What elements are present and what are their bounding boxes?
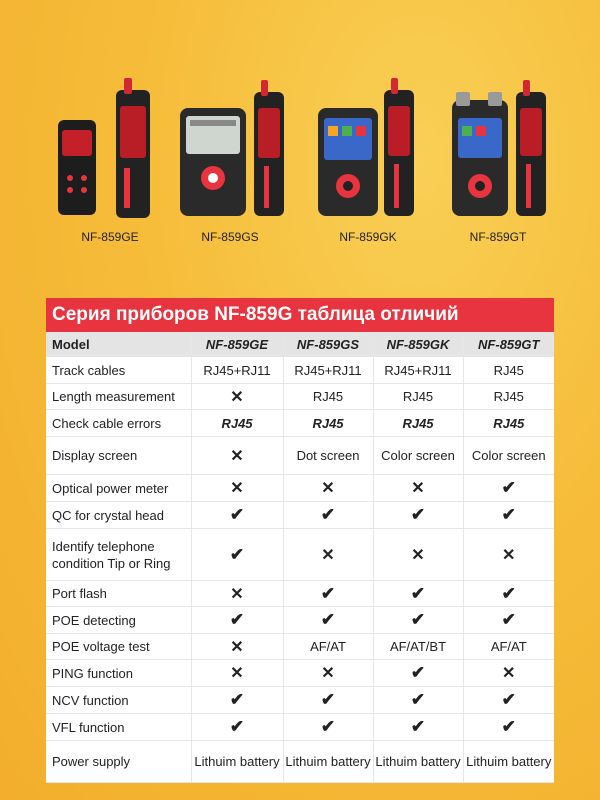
check-icon: ✔ bbox=[463, 607, 554, 634]
table-body bbox=[46, 357, 554, 783]
table-cell: RJ45 bbox=[463, 410, 554, 437]
check-icon: ✔ bbox=[283, 502, 373, 529]
cross-icon: ✕ bbox=[373, 529, 463, 581]
feature-label: QC for crystal head bbox=[46, 502, 191, 529]
table-row bbox=[46, 475, 554, 502]
product-nf-859gs bbox=[160, 78, 300, 243]
table-cell: RJ45+RJ11 bbox=[283, 357, 373, 384]
tester-kit-gt-image bbox=[428, 78, 568, 223]
tester-kit-gs-image bbox=[160, 78, 300, 223]
table-row bbox=[46, 357, 554, 384]
check-icon: ✔ bbox=[373, 502, 463, 529]
product-label: NF-859GS bbox=[201, 230, 259, 244]
check-icon: ✔ bbox=[463, 475, 554, 502]
cross-icon: ✕ bbox=[191, 581, 283, 607]
feature-label: PING function bbox=[46, 660, 191, 687]
feature-label: Port flash bbox=[46, 581, 191, 607]
cross-icon: ✕ bbox=[283, 529, 373, 581]
product-label: NF-859GT bbox=[469, 230, 527, 244]
table-cell: RJ45 bbox=[373, 410, 463, 437]
check-icon: ✔ bbox=[191, 529, 283, 581]
table-row bbox=[46, 529, 554, 581]
feature-label: VFL function bbox=[46, 714, 191, 741]
check-icon: ✔ bbox=[191, 607, 283, 634]
feature-label: Track cables bbox=[46, 357, 191, 384]
check-icon: ✔ bbox=[463, 714, 554, 741]
table-cell: RJ45 bbox=[283, 384, 373, 410]
product-gallery bbox=[0, 0, 600, 280]
table-row bbox=[46, 607, 554, 634]
table-cell: Lithuim battery bbox=[283, 741, 373, 783]
check-icon: ✔ bbox=[191, 714, 283, 741]
table-cell: AF/AT bbox=[463, 634, 554, 660]
check-icon: ✔ bbox=[463, 581, 554, 607]
cross-icon: ✕ bbox=[283, 475, 373, 502]
table-cell: Lithuim battery bbox=[463, 741, 554, 783]
cross-icon: ✕ bbox=[191, 475, 283, 502]
table-title: Серия приборов NF-859G таблица отличий bbox=[46, 298, 554, 332]
tester-kit-gk-image bbox=[298, 78, 438, 223]
table-cell: RJ45 bbox=[191, 410, 283, 437]
feature-label: POE detecting bbox=[46, 607, 191, 634]
table-row bbox=[46, 502, 554, 529]
check-icon: ✔ bbox=[373, 660, 463, 687]
check-icon: ✔ bbox=[463, 502, 554, 529]
header-cell-gk: NF-859GK bbox=[373, 332, 463, 357]
table-row bbox=[46, 741, 554, 783]
product-nf-859gk bbox=[298, 78, 438, 243]
table-cell: RJ45+RJ11 bbox=[191, 357, 283, 384]
table-cell: AF/AT/BT bbox=[373, 634, 463, 660]
check-icon: ✔ bbox=[283, 581, 373, 607]
header-cell-ge: NF-859GE bbox=[191, 332, 283, 357]
table-row bbox=[46, 437, 554, 475]
header-cell-gs: NF-859GS bbox=[283, 332, 373, 357]
product-nf-859ge bbox=[40, 78, 180, 243]
tester-kit-ge-image bbox=[40, 78, 180, 223]
table-cell: Lithuim battery bbox=[191, 741, 283, 783]
check-icon: ✔ bbox=[373, 714, 463, 741]
feature-label: Display screen bbox=[46, 437, 191, 475]
header-cell-gt: NF-859GT bbox=[463, 332, 554, 357]
cross-icon: ✕ bbox=[191, 660, 283, 687]
feature-label: Length measurement bbox=[46, 384, 191, 410]
table-row bbox=[46, 714, 554, 741]
table-row bbox=[46, 384, 554, 410]
table-cell: RJ45 bbox=[283, 410, 373, 437]
table-cell: RJ45 bbox=[463, 357, 554, 384]
table-cell: RJ45+RJ11 bbox=[373, 357, 463, 384]
feature-label: Power supply bbox=[46, 741, 191, 783]
feature-label: Check cable errors bbox=[46, 410, 191, 437]
table-cell: AF/AT bbox=[283, 634, 373, 660]
table-cell: RJ45 bbox=[463, 384, 554, 410]
check-icon: ✔ bbox=[191, 502, 283, 529]
table-row bbox=[46, 660, 554, 687]
feature-label: POE voltage test bbox=[46, 634, 191, 660]
check-icon: ✔ bbox=[373, 581, 463, 607]
feature-label: NCV function bbox=[46, 687, 191, 714]
table-row bbox=[46, 687, 554, 714]
feature-label: Optical power meter bbox=[46, 475, 191, 502]
table-header-row bbox=[46, 332, 554, 357]
table-cell: Color screen bbox=[373, 437, 463, 475]
cross-icon: ✕ bbox=[191, 437, 283, 475]
cross-icon: ✕ bbox=[463, 660, 554, 687]
header-cell-model: Model bbox=[46, 332, 191, 357]
cross-icon: ✕ bbox=[191, 384, 283, 410]
check-icon: ✔ bbox=[373, 687, 463, 714]
check-icon: ✔ bbox=[283, 607, 373, 634]
table-cell: RJ45 bbox=[373, 384, 463, 410]
cross-icon: ✕ bbox=[373, 475, 463, 502]
table-cell: Lithuim battery bbox=[373, 741, 463, 783]
check-icon: ✔ bbox=[373, 607, 463, 634]
check-icon: ✔ bbox=[283, 714, 373, 741]
feature-label: Identify telephone condition Tip or Ring bbox=[46, 529, 191, 581]
cross-icon: ✕ bbox=[463, 529, 554, 581]
table-row bbox=[46, 581, 554, 607]
check-icon: ✔ bbox=[191, 687, 283, 714]
product-label: NF-859GE bbox=[81, 230, 139, 244]
cross-icon: ✕ bbox=[283, 660, 373, 687]
product-nf-859gt bbox=[428, 78, 568, 243]
check-icon: ✔ bbox=[463, 687, 554, 714]
table-row bbox=[46, 410, 554, 437]
product-label: NF-859GK bbox=[339, 230, 397, 244]
check-icon: ✔ bbox=[283, 687, 373, 714]
cross-icon: ✕ bbox=[191, 634, 283, 660]
table-cell: Dot screen bbox=[283, 437, 373, 475]
table-cell: Color screen bbox=[463, 437, 554, 475]
table-row bbox=[46, 634, 554, 660]
comparison-table bbox=[46, 298, 554, 782]
comparison-grid bbox=[46, 332, 554, 783]
